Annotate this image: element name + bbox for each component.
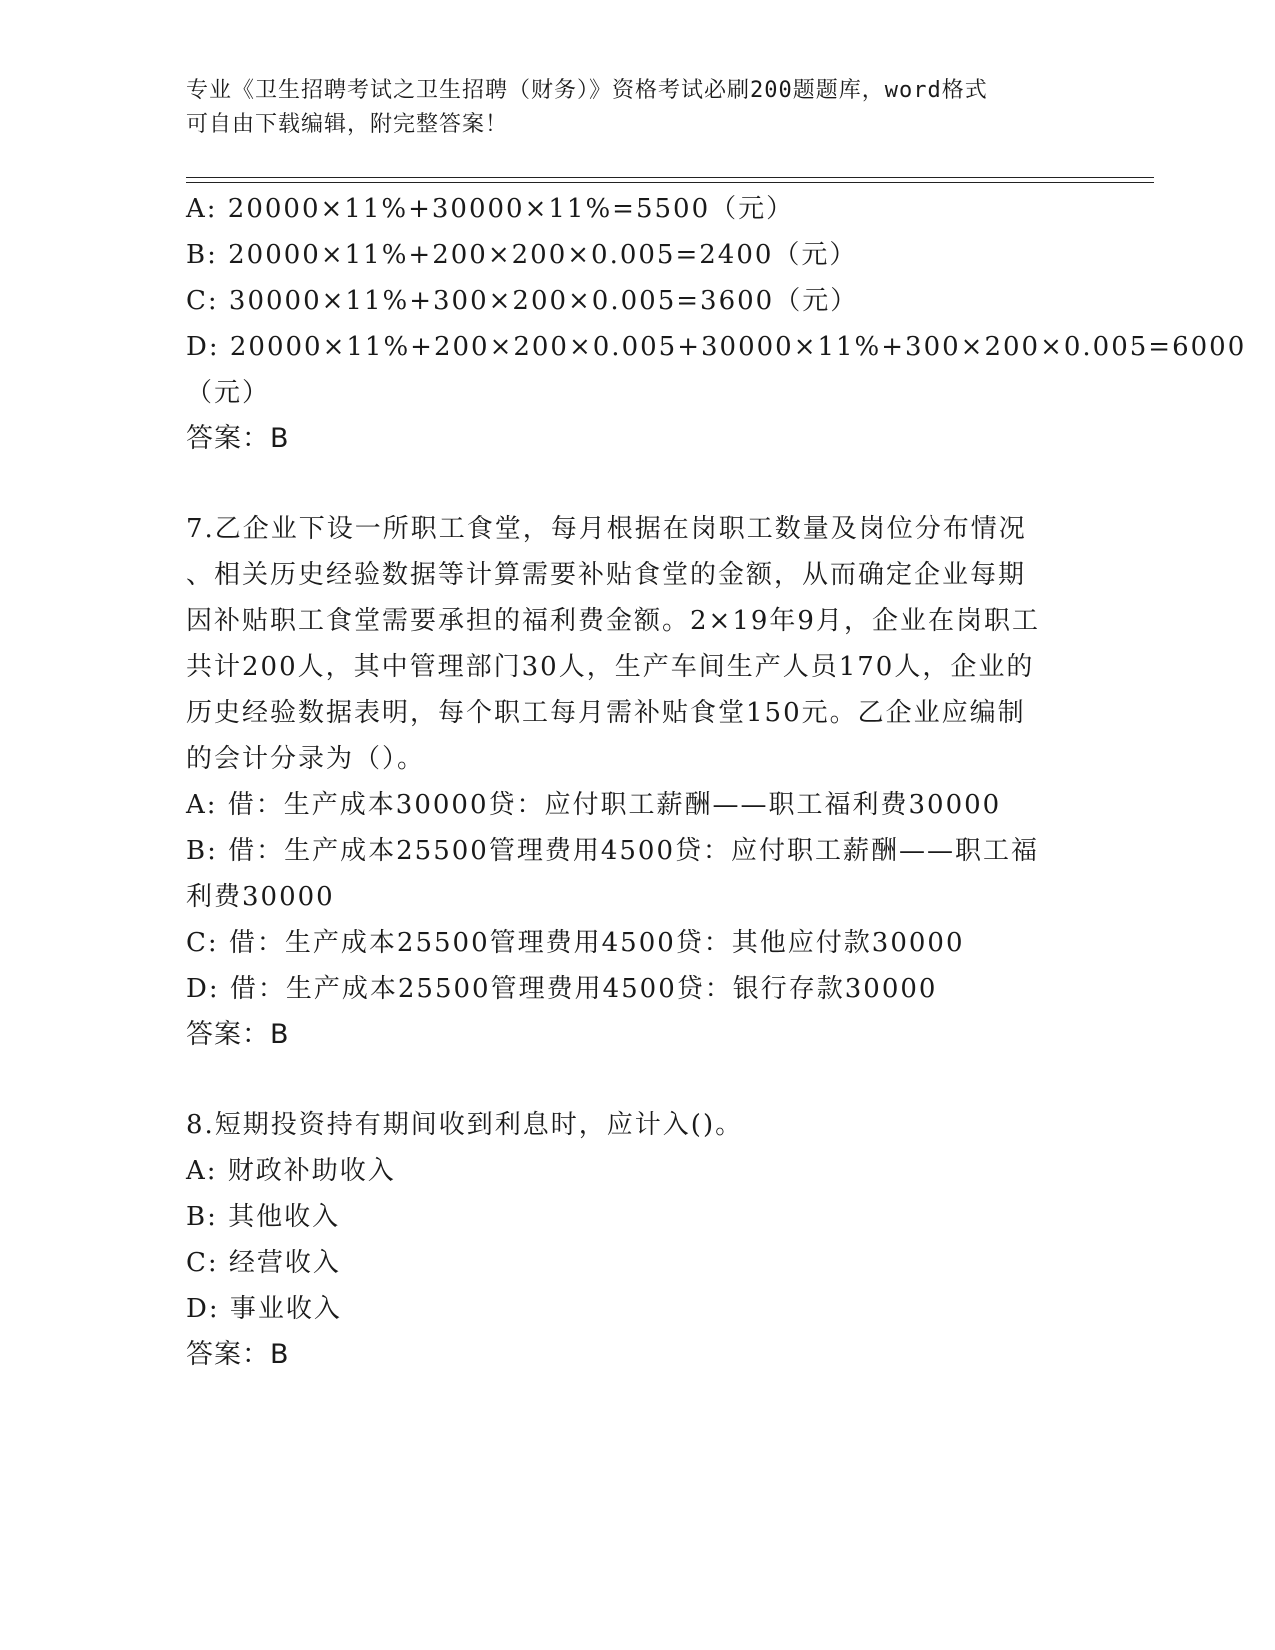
q8-answer: 答案：B bbox=[186, 1339, 290, 1370]
question-8-block bbox=[186, 1102, 1086, 1378]
question-6-block bbox=[186, 186, 1247, 462]
q6-option-b: B: 20000×11%+200×200×0.005=2400（元） bbox=[186, 240, 858, 270]
q7-option-b: B: 借：生产成本25500管理费用4500贷：应付职工薪酬——职工福 bbox=[186, 836, 1040, 866]
document-header bbox=[186, 74, 1066, 142]
q6-option-c: C: 30000×11%+300×200×0.005=3600（元） bbox=[186, 286, 859, 316]
q6-option-a: A: 20000×11%+30000×11%=5500（元） bbox=[186, 194, 795, 224]
question-7-block bbox=[186, 506, 1086, 1058]
q7-stem-line-3: 因补贴职工食堂需要承担的福利费金额。2×19年9月，企业在岗职工 bbox=[186, 606, 1040, 636]
header-divider-top bbox=[186, 177, 1154, 178]
q8-option-c: C: 经营收入 bbox=[186, 1248, 341, 1278]
q7-stem-line-6: 的会计分录为（）。 bbox=[186, 744, 426, 774]
q6-answer: 答案：B bbox=[186, 423, 290, 454]
q7-answer: 答案：B bbox=[186, 1019, 290, 1050]
q8-stem: 8.短期投资持有期间收到利息时，应计入()。 bbox=[186, 1110, 744, 1140]
q7-option-b-continued: 利费30000 bbox=[186, 882, 335, 912]
q7-stem-line-5: 历史经验数据表明，每个职工每月需补贴食堂150元。乙企业应编制 bbox=[186, 698, 1026, 728]
header-line-2: 可自由下载编辑，附完整答案！ bbox=[186, 112, 509, 137]
document-body bbox=[186, 186, 1247, 1378]
q8-option-b: B: 其他收入 bbox=[186, 1202, 341, 1232]
q7-option-d: D: 借：生产成本25500管理费用4500贷：银行存款30000 bbox=[186, 974, 938, 1004]
q7-stem-line-4: 共计200人，其中管理部门30人，生产车间生产人员170人，企业的 bbox=[186, 652, 1035, 682]
q8-option-a: A: 财政补助收入 bbox=[186, 1156, 396, 1186]
q8-option-d: D: 事业收入 bbox=[186, 1294, 342, 1324]
q6-option-d: D: 20000×11%+200×200×0.005+30000×11%+300×200×0.005=6000 bbox=[186, 332, 1247, 362]
q6-option-d-continued: （元） bbox=[186, 378, 271, 408]
q7-option-c: C: 借：生产成本25500管理费用4500贷：其他应付款30000 bbox=[186, 928, 965, 958]
header-line-1: 专业《卫生招聘考试之卫生招聘（财务）》资格考试必刷200题题库，word格式 bbox=[186, 78, 988, 103]
q7-stem-line-2: 、相关历史经验数据等计算需要补贴食堂的金额，从而确定企业每期 bbox=[186, 560, 1027, 590]
q7-stem-line-1: 7.乙企业下设一所职工食堂，每月根据在岗职工数量及岗位分布情况 bbox=[186, 514, 1027, 544]
q7-option-a: A: 借：生产成本30000贷：应付职工薪酬——职工福利费30000 bbox=[186, 790, 1002, 820]
header-divider-bottom bbox=[186, 182, 1154, 183]
